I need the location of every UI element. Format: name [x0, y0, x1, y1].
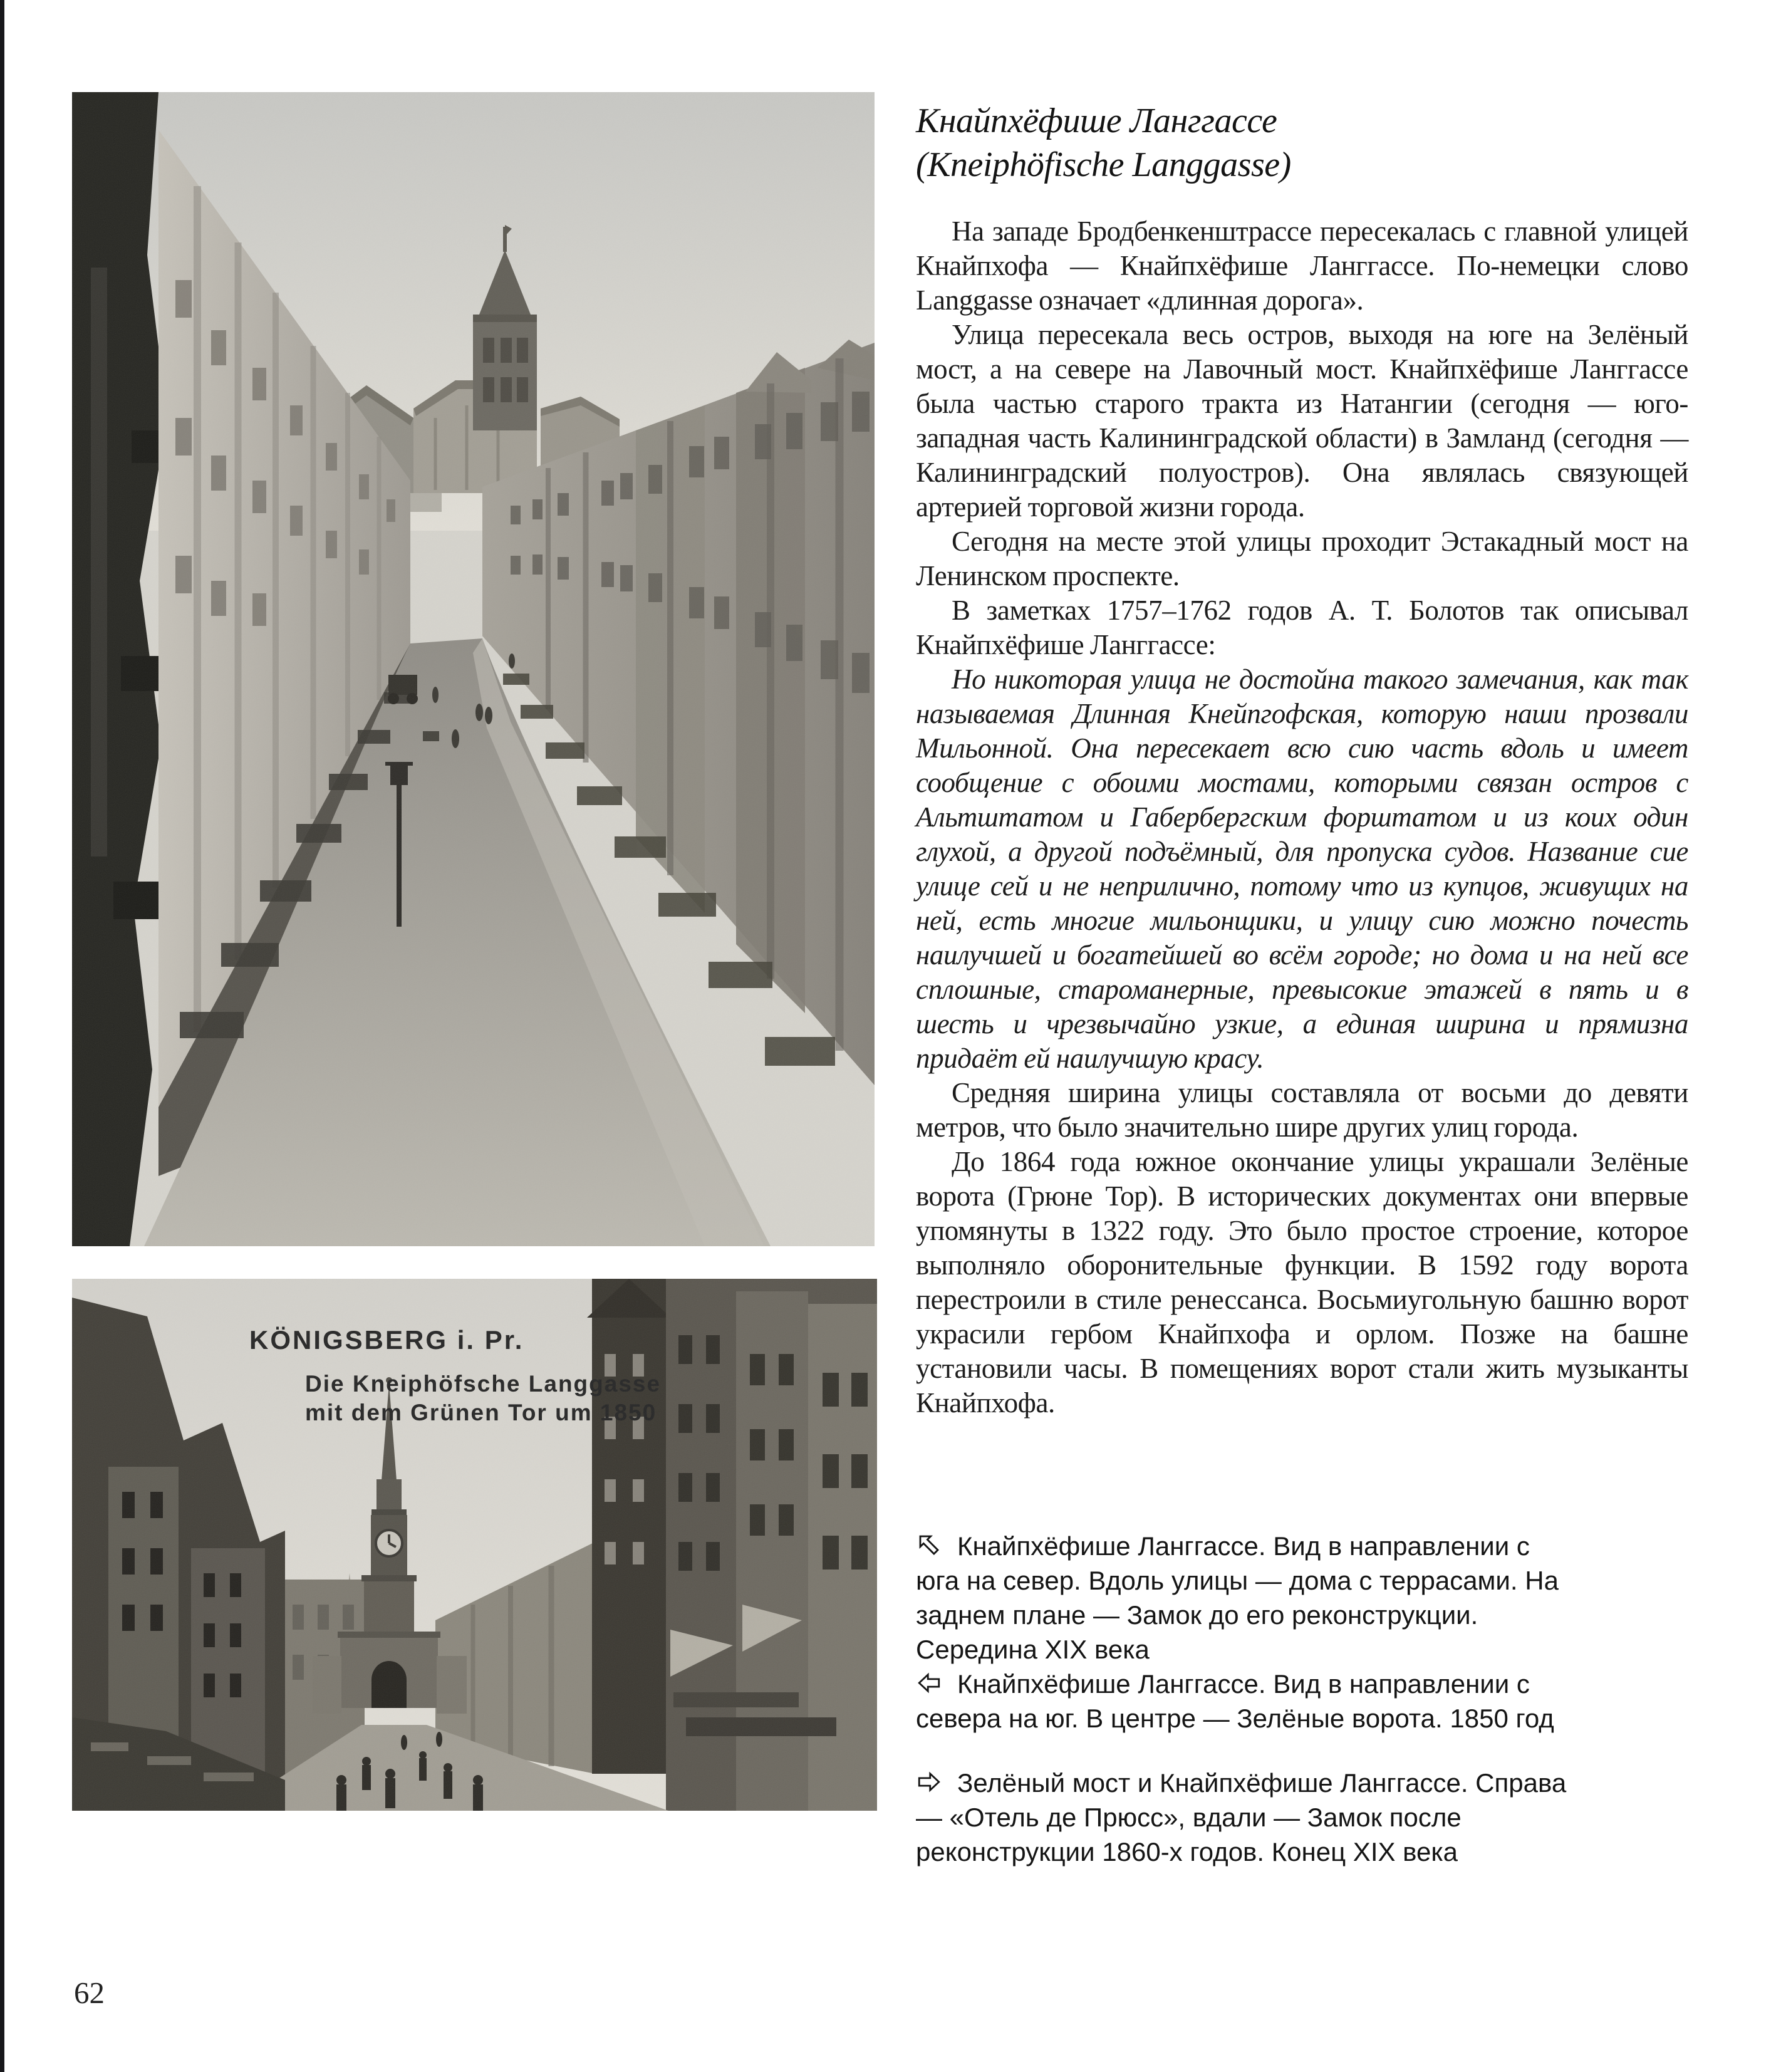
- photo-captions: [916, 1529, 1579, 1869]
- postcard-caption-line2: Die Kneiphöfsche Langgasse: [305, 1371, 662, 1397]
- caption-next-page-photo: [916, 1766, 1579, 1869]
- photo-postcard-green-gate: [72, 1279, 877, 1811]
- article-title-russian: Кнайпхёфише Ланггассе: [916, 102, 1277, 140]
- postcard-caption-line3: mit dem Grünen Tor um 1850: [305, 1400, 657, 1425]
- caption-top-photo-text: Кнайпхёфише Ланггассе. Вид в направлении с юга на север. Вдоль улицы — дома с террасами. На заднем плане — Замок до его реконструкции. Середина XIX века: [916, 1531, 1559, 1664]
- article-title-german: (Kneiphöfische Langgasse): [916, 145, 1291, 184]
- paragraph-6: Средняя ширина улицы составляла от восьми до девяти метров, что было значительно шире других улиц города.: [916, 1077, 1688, 1143]
- paragraph-7: До 1864 года южное окончание улицы украшали Зелёные ворота (Грюне Тор). В исторических документах они впервые упомянуты в 1322 году. Это было простое строение, которое выполняло оборонительные функции. В 1592 году ворота перестроили в стиле ренессанса. Восьмиугольную башню ворот украсили гербом Кнайпхофа и орлом. Позже на башне установили часы. В помещениях ворот стали жить музыканты Кнайпхофа.: [916, 1146, 1688, 1419]
- page-number: 62: [74, 1976, 105, 2010]
- bolotov-quote: Но никоторая улица не достойна такого замечания, как так называемая Длинная Кнейпгофская, которую наши прозвали Мильонной. Она пересекает всю сию часть вдоль и имеет сообщение с обоими мостами, которыми связан остров с Альтштатом и Габербергским форштатом и из коих один глухой, а другой подъёмный, для пропуска судов. Название сие улице сей и не неприлично, потому что из купцов, живущих на ней, есть многие мильонщики, и улицу сию можно почесть наилучшей и богатейшей во всём городе; но дома и на ней все сплошные, староманерные, превысокие этажей в пять и в шесть и чрезвычайно узкие, а единая ширина и прямизна придаёт ей наилучшую красу.: [916, 664, 1688, 1074]
- article-column: [916, 99, 1688, 1420]
- paragraph-1: На западе Бродбенкенштрассе пересекалась с главной улицей Кнайпхофа — Кнайпхёфише Ланггассе. По-немецки слово Langgasse означает «длинная дорога».: [916, 216, 1688, 316]
- paragraph-4: В заметках 1757–1762 годов А. Т. Болотов так описывал Кнайпхёфише Ланггассе:: [916, 595, 1688, 660]
- caption-bottom-photo-text: Кнайпхёфише Ланггассе. Вид в направлении с севера на юг. В центре — Зелёные ворота. 1850 год: [916, 1669, 1554, 1733]
- page-left-border: [0, 0, 4, 2072]
- arrow-right-icon: [916, 1769, 942, 1795]
- arrow-up-left-icon: [916, 1532, 942, 1558]
- postcard-caption-line1: KÖNIGSBERG i. Pr.: [249, 1325, 524, 1355]
- paragraph-3: Сегодня на месте этой улицы проходит Эстакадный мост на Ленинском проспекте.: [916, 526, 1688, 591]
- street-photo-illustration: [72, 92, 875, 1246]
- paragraph-2: Улица пересекала весь остров, выходя на юге на Зелёный мост, а на севере на Лавочный мост. Кнайпхёфише Ланггассе была частью старого тракта из Натангии (сегодня — юго-западная часть Калининградской области) в Замланд (сегодня — Калининградский полуостров). Она являлась связующей артерией торговой жизни города.: [916, 319, 1688, 523]
- postcard-illustration: [72, 1279, 877, 1811]
- photo-street-view: [72, 92, 875, 1246]
- caption-top-photo: [916, 1529, 1579, 1667]
- arrow-left-icon: [916, 1670, 942, 1696]
- caption-bottom-photo: [916, 1667, 1579, 1736]
- article-title: [916, 99, 1688, 187]
- caption-next-page-photo-text: Зелёный мост и Кнайпхёфише Ланггассе. Справа — «Отель де Прюсс», вдали — Замок после реконструкции 1860-х годов. Конец XIX века: [916, 1768, 1567, 1866]
